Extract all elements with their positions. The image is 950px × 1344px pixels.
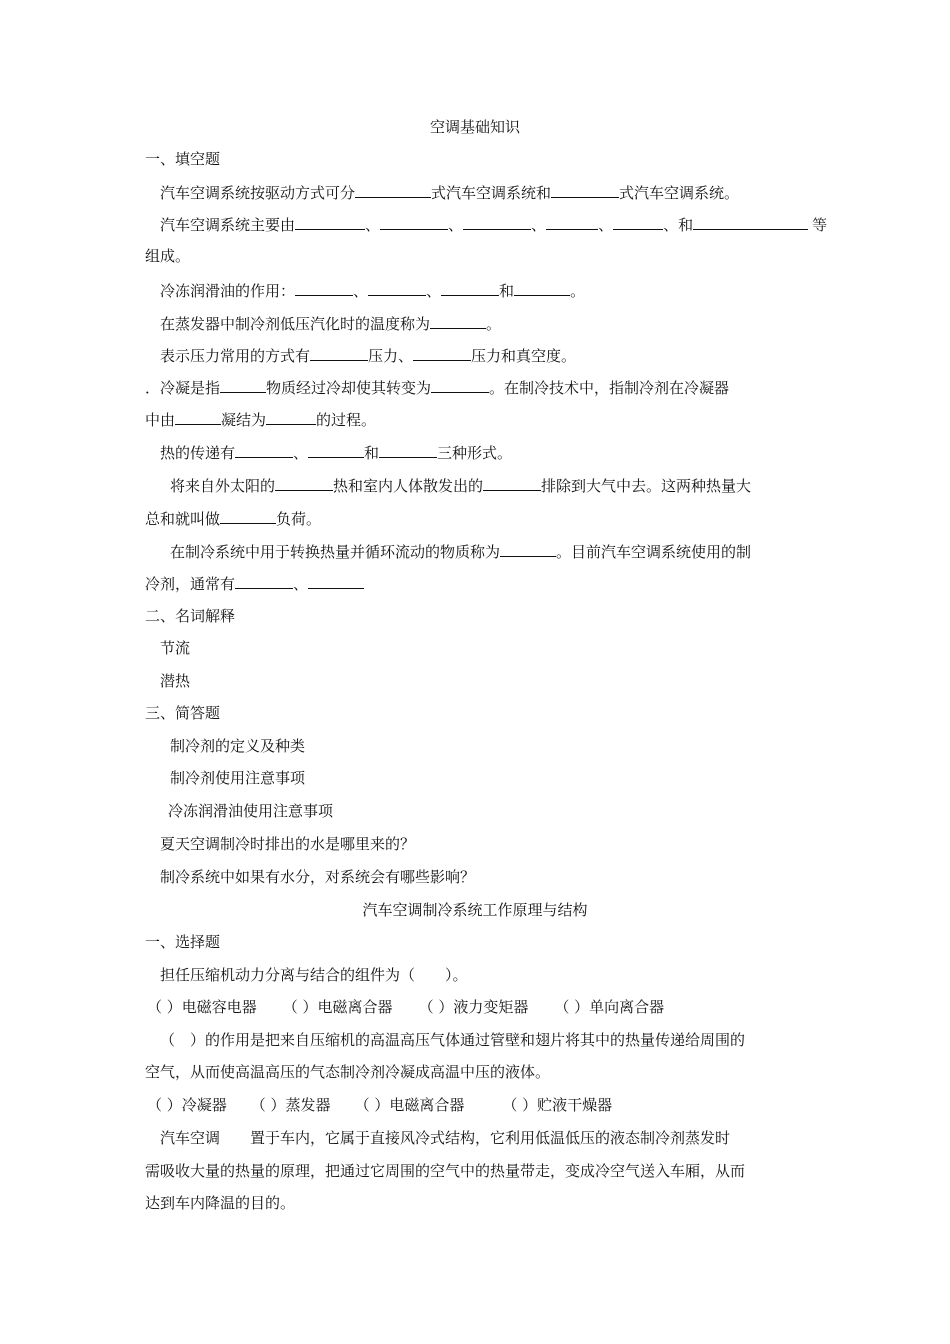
fill-question-9 (170, 541, 751, 562)
section-heading-short: 三、简答题 (145, 704, 221, 722)
option-item[interactable]: （ ）电磁离合器 (282, 998, 393, 1016)
question-text: 压力、 (368, 347, 414, 365)
doc-title: 空调基础知识 (429, 118, 520, 136)
separator-text: 、 (353, 282, 369, 300)
question-text: 。在制冷技术中，指制冷剂在冷凝器 (489, 379, 730, 397)
separator-text: 、 (598, 216, 614, 234)
fill-question-9-cont (145, 573, 364, 594)
fill-question-1 (160, 182, 739, 203)
question-text: 等 (812, 216, 828, 234)
answer-blank[interactable] (235, 573, 293, 589)
choice-question-2: （ ）的作用是把来自压缩机的高温高压气体通过管壁和翅片将其中的热量传递给周围的 (160, 1031, 746, 1049)
question-text: 总和就叫做 (145, 510, 221, 528)
question-text: ．冷凝是指 (145, 379, 221, 397)
answer-blank[interactable] (310, 345, 368, 361)
paragraph-text: 置于车内，它属于直接风冷式结构，它利用低温低压的液态制冷剂蒸发时 (250, 1129, 731, 1147)
question-text: 压力和真空度。 (471, 347, 577, 365)
question-text: 热和室内人体散发出的 (333, 477, 484, 495)
option-item[interactable]: （ ）贮液干燥器 (502, 1096, 613, 1114)
answer-blank[interactable] (483, 475, 541, 491)
answer-blank[interactable] (500, 541, 556, 557)
answer-blank[interactable] (275, 475, 333, 491)
fill-question-4 (160, 313, 501, 334)
fill-question-7 (160, 442, 512, 463)
separator-text: 和 (499, 282, 515, 300)
separator-text: 和 (364, 444, 380, 462)
question-text: 式汽车空调系统和 (431, 184, 552, 202)
section-title-2: 汽车空调制冷系统工作原理与结构 (362, 901, 588, 919)
fill-question-5 (160, 345, 576, 366)
question-text: 。 (570, 282, 586, 300)
separator-text: 、 (426, 282, 442, 300)
answer-blank[interactable] (235, 442, 293, 458)
answer-blank[interactable] (546, 214, 598, 230)
fill-question-6-cont (145, 409, 376, 430)
answer-blank[interactable] (613, 214, 663, 230)
question-text: 负荷。 (276, 510, 322, 528)
separator-text: 、和 (663, 216, 694, 234)
paragraph-line: 达到车内降温的目的。 (145, 1194, 296, 1212)
answer-blank[interactable] (295, 280, 353, 296)
answer-blank[interactable] (308, 442, 364, 458)
fill-question-3 (160, 280, 585, 301)
answer-blank[interactable] (368, 280, 426, 296)
answer-blank[interactable] (355, 182, 431, 198)
question-text: 中由 (145, 411, 176, 429)
question-text: 的过程。 (316, 411, 377, 429)
option-item[interactable]: （ ）蒸发器 (250, 1096, 331, 1114)
choice-options-2 (147, 1095, 612, 1115)
question-text: 物质经过冷却使其转变为 (266, 379, 432, 397)
question-text: 在蒸发器中制冷剂低压汽化时的温度称为 (160, 315, 431, 333)
option-item[interactable]: （ ）冷凝器 (147, 1096, 227, 1114)
fill-question-8-cont (145, 508, 321, 529)
short-question: 制冷剂使用注意事项 (170, 769, 306, 787)
paragraph-text: 汽车空调 (160, 1129, 221, 1147)
question-text: 汽车空调系统按驱动方式可分 (160, 184, 356, 202)
question-text: 冷剂，通常有 (145, 575, 236, 593)
question-text: 冷冻润滑油的作用： (160, 282, 296, 300)
section-heading-terms: 二、名词解释 (145, 607, 236, 625)
answer-blank[interactable] (220, 377, 266, 393)
option-item[interactable]: （ ）电磁离合器 (354, 1096, 465, 1114)
paragraph-line: 需吸收大量的热量的原理，把通过它周围的空气中的热量带走，变成冷空气送入车厢，从而 (145, 1162, 746, 1180)
question-text: 三种形式。 (437, 444, 513, 462)
short-question: 夏天空调制冷时排出的水是哪里来的？ (160, 835, 416, 853)
answer-blank[interactable] (295, 214, 365, 230)
answer-blank[interactable] (220, 508, 276, 524)
question-text: 表示压力常用的方式有 (160, 347, 311, 365)
short-question: 制冷系统中如果有水分，对系统会有哪些影响？ (160, 868, 476, 886)
answer-blank[interactable] (693, 214, 808, 230)
short-question: 制冷剂的定义及种类 (170, 737, 306, 755)
answer-blank[interactable] (441, 280, 499, 296)
paragraph-line (160, 1128, 730, 1148)
question-text: 将来自外太阳的 (170, 477, 276, 495)
section-heading-choice: 一、选择题 (145, 933, 221, 951)
question-text: 在制冷系统中用于转换热量并循环流动的物质称为 (170, 543, 501, 561)
fill-question-2-cont: 组成。 (145, 247, 191, 265)
choice-question-1: 担任压缩机动力分离与结合的组件为（ ）。 (160, 966, 468, 984)
separator-text: 、 (365, 216, 381, 234)
term-item: 潜热 (160, 672, 191, 690)
answer-blank[interactable] (463, 214, 531, 230)
question-text: 热的传递有 (160, 444, 236, 462)
separator-text: 、 (293, 444, 309, 462)
option-item[interactable]: （ ）单向离合器 (554, 998, 665, 1016)
answer-blank[interactable] (379, 442, 437, 458)
question-text: 式汽车空调系统。 (619, 184, 740, 202)
question-text: 排除到大气中去。这两种热量大 (541, 477, 752, 495)
answer-blank[interactable] (380, 214, 448, 230)
short-question: 冷冻润滑油使用注意事项 (168, 802, 334, 820)
answer-blank[interactable] (266, 409, 316, 425)
question-text: 凝结为 (221, 411, 267, 429)
separator-text: 、 (531, 216, 547, 234)
section-heading-fill: 一、填空题 (145, 150, 221, 168)
fill-question-8 (170, 475, 751, 496)
answer-blank[interactable] (413, 345, 471, 361)
choice-options-1 (147, 997, 664, 1017)
question-text: 。目前汽车空调系统使用的制 (556, 543, 752, 561)
answer-blank[interactable] (431, 377, 489, 393)
question-text: 。 (486, 315, 502, 333)
fill-question-6 (145, 377, 729, 398)
choice-question-2-cont: 空气，从而使高温高压的气态制冷剂冷凝成高温中压的液体。 (145, 1063, 551, 1081)
fill-question-2 (160, 214, 827, 235)
option-item[interactable]: （ ）电磁容电器 (147, 998, 257, 1016)
answer-blank[interactable] (514, 280, 570, 296)
answer-blank[interactable] (430, 313, 486, 329)
separator-text: 、 (293, 575, 309, 593)
question-text: 汽车空调系统主要由 (160, 216, 296, 234)
separator-text: 、 (448, 216, 464, 234)
answer-blank[interactable] (551, 182, 619, 198)
answer-blank[interactable] (308, 573, 364, 589)
answer-blank[interactable] (175, 409, 221, 425)
term-item: 节流 (160, 639, 191, 657)
option-item[interactable]: （ ）液力变矩器 (418, 998, 529, 1016)
